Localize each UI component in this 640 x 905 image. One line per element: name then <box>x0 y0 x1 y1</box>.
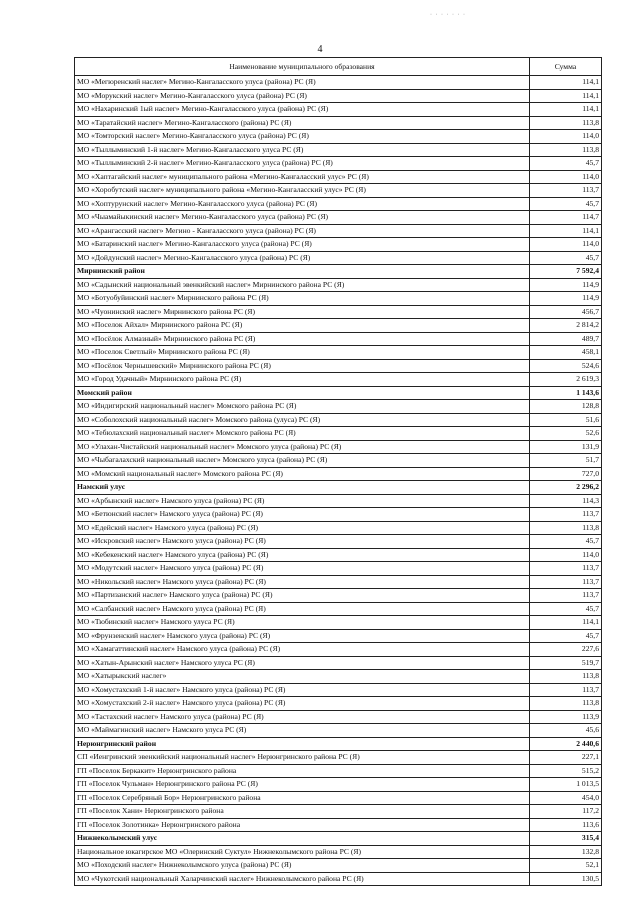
column-header-name: Наименование муниципального образования <box>75 58 530 76</box>
municipality-name: МО «Походский наслег» Нижнеколымского улуса (района) РС (Я) <box>75 859 530 873</box>
municipality-name: МО «Ботуобуйинский наслег» Мирнинского района РС (Я) <box>75 292 530 306</box>
table-row <box>75 467 602 481</box>
municipality-name: МО «Хомустахский 1-й наслег» Намского улуса (района) РС (Я) <box>75 683 530 697</box>
amount-value: 515,2 <box>530 764 602 778</box>
municipality-name: Национальное юкагирское МО «Олеринский Суктул» Нижнеколымского района РС (Я) <box>75 845 530 859</box>
amount-value: 114,0 <box>530 238 602 252</box>
municipality-name: МО «Чыамайыкинский наслег» Мегино-Кангаласского улуса (района) РС (Я) <box>75 211 530 225</box>
municipality-name: МО «Тыллыминский 1-й наслег» Мегино-Кангаласского улуса РС (Я) <box>75 143 530 157</box>
municipality-name: МО «Соболохский национальный наслег» Момского района (улуса) РС (Я) <box>75 413 530 427</box>
table-header-row <box>75 58 602 76</box>
municipality-name: МО «Искровский наслег» Намского улуса (района) РС (Я) <box>75 535 530 549</box>
table-row <box>75 562 602 576</box>
municipality-name: МО «Хоробутский наслег» муниципального района «Мегино-Кангаласский улус» РС (Я) <box>75 184 530 198</box>
municipality-name: МО «Садынский национальный эвенкийский наслег» Мирнинского района РС (Я) <box>75 278 530 292</box>
amount-value: 45,7 <box>530 197 602 211</box>
table-row <box>75 602 602 616</box>
municipality-name: ГП «Поселок Беркакит» Нерюнгринского района <box>75 764 530 778</box>
table-row <box>75 454 602 468</box>
municipality-name: Намский улус <box>75 481 530 495</box>
municipality-name: МО «Фрунзенский наслег» Намского улуса (района) РС (Я) <box>75 629 530 643</box>
table-row <box>75 494 602 508</box>
table-row <box>75 656 602 670</box>
amount-value: 130,5 <box>530 872 602 886</box>
municipality-name: МО «Хоптурунский наслег» Мегино-Кангаласского улуса (района) РС (Я) <box>75 197 530 211</box>
amount-value: 114,1 <box>530 616 602 630</box>
amount-value: 113,8 <box>530 521 602 535</box>
amount-value: 114,0 <box>530 130 602 144</box>
municipality-name: МО «Маймагинский наслег» Намского улуса РС (Я) <box>75 724 530 738</box>
table-row <box>75 130 602 144</box>
municipality-name: МО «Мегюренский наслег» Мегино-Кангаласского улуса (района) РС (Я) <box>75 76 530 90</box>
municipality-name: Нерюнгринский район <box>75 737 530 751</box>
amount-value: 113,8 <box>530 143 602 157</box>
amount-value: 454,0 <box>530 791 602 805</box>
table-row <box>75 76 602 90</box>
table-row <box>75 778 602 792</box>
amount-value: 114,9 <box>530 278 602 292</box>
table-row <box>75 764 602 778</box>
amount-value: 227,6 <box>530 643 602 657</box>
amount-value: 113,8 <box>530 670 602 684</box>
amount-value: 117,2 <box>530 805 602 819</box>
municipality-name: Мирнинский район <box>75 265 530 279</box>
table-row <box>75 697 602 711</box>
table-row <box>75 724 602 738</box>
amount-value: 113,7 <box>530 575 602 589</box>
table-row <box>75 184 602 198</box>
municipality-name: МО «Томторский наслег» Мегино-Кангаласского улуса (района) РС (Я) <box>75 130 530 144</box>
municipality-name: МО «Посёлок Чернышевский» Мирнинского района РС (Я) <box>75 359 530 373</box>
municipality-name: МО «Хатын-Арынский наслег» Намского улуса РС (Я) <box>75 656 530 670</box>
table-row <box>75 332 602 346</box>
municipality-name: МО «Тастахский наслег» Намского улуса (района) РС (Я) <box>75 710 530 724</box>
municipality-name: ГП «Поселок Серебряный Бор» Нерюнгринского района <box>75 791 530 805</box>
table-row <box>75 508 602 522</box>
page-number: 4 <box>317 44 323 55</box>
table-row <box>75 535 602 549</box>
municipality-name: МО «Хомустахский 2-й наслег» Намского улуса (района) РС (Я) <box>75 697 530 711</box>
district-row <box>75 737 602 751</box>
amount-value: 7 592,4 <box>530 265 602 279</box>
amount-value: 456,7 <box>530 305 602 319</box>
amount-value: 114,1 <box>530 103 602 117</box>
amount-value: 51,7 <box>530 454 602 468</box>
municipality-name: МО «Дойдунский наслег» Мегино-Кангаласского улуса (района) РС (Я) <box>75 251 530 265</box>
municipality-name: МО «Поселок Айхал» Мирнинского района РС (Я) <box>75 319 530 333</box>
table-row <box>75 224 602 238</box>
table-row <box>75 238 602 252</box>
amount-value: 114,3 <box>530 494 602 508</box>
district-row <box>75 386 602 400</box>
amount-value: 113,8 <box>530 116 602 130</box>
amount-value: 2 814,2 <box>530 319 602 333</box>
amount-value: 1 143,6 <box>530 386 602 400</box>
table-row <box>75 197 602 211</box>
amount-value: 52,6 <box>530 427 602 441</box>
amount-value: 489,7 <box>530 332 602 346</box>
table-row <box>75 400 602 414</box>
table-row <box>75 143 602 157</box>
table-row <box>75 521 602 535</box>
amount-value: 52,1 <box>530 859 602 873</box>
table-row <box>75 319 602 333</box>
table-row <box>75 670 602 684</box>
municipality-name: МО «Хатырыкский наслег» <box>75 670 530 684</box>
table-row <box>75 616 602 630</box>
municipality-name: МО «Арангасский наслег» Мегино - Кангаласского улуса (района) РС (Я) <box>75 224 530 238</box>
municipality-name: МО «Нахаринский 1ый наслег» Мегино-Кангаласского улуса (района) РС (Я) <box>75 103 530 117</box>
municipality-name: ГП «Поселок Чульман» Нерюнгринского района РС (Я) <box>75 778 530 792</box>
municipality-name: МО «Индигирский национальный наслег» Момского района РС (Я) <box>75 400 530 414</box>
amount-value: 128,8 <box>530 400 602 414</box>
scan-artifact: · · · · · · · <box>430 12 466 18</box>
table-row <box>75 413 602 427</box>
amount-value: 315,4 <box>530 832 602 846</box>
table-row <box>75 211 602 225</box>
amount-value: 2 440,6 <box>530 737 602 751</box>
amount-value: 227,1 <box>530 751 602 765</box>
amount-value: 45,7 <box>530 602 602 616</box>
table-row <box>75 818 602 832</box>
amount-value: 113,8 <box>530 697 602 711</box>
municipality-name: МО «Таратайский наслег» Мегино-Кангаласского (района) РС (Я) <box>75 116 530 130</box>
table-row <box>75 575 602 589</box>
amount-value: 114,0 <box>530 170 602 184</box>
table-row <box>75 359 602 373</box>
amount-value: 1 013,5 <box>530 778 602 792</box>
table-row <box>75 373 602 387</box>
amount-value: 51,6 <box>530 413 602 427</box>
amount-value: 727,0 <box>530 467 602 481</box>
municipality-name: Нижнеколымский улус <box>75 832 530 846</box>
amount-value: 45,6 <box>530 724 602 738</box>
municipality-name: СП «Иенгринский эвенкийский национальный наслег» Нерюнгринского района РС (Я) <box>75 751 530 765</box>
table-row <box>75 859 602 873</box>
table-row <box>75 751 602 765</box>
district-row <box>75 481 602 495</box>
table-row <box>75 170 602 184</box>
table-row <box>75 872 602 886</box>
table-row <box>75 805 602 819</box>
amount-value: 113,7 <box>530 508 602 522</box>
amount-value: 519,7 <box>530 656 602 670</box>
amount-value: 114,1 <box>530 89 602 103</box>
amount-value: 45,7 <box>530 535 602 549</box>
municipality-name: ГП «Поселок Золотинка» Нерюнгринского района <box>75 818 530 832</box>
municipality-name: МО «Кебекенский наслег» Намского улуса (района) РС (Я) <box>75 548 530 562</box>
amount-value: 114,9 <box>530 292 602 306</box>
municipality-name: МО «Никольский наслег» Намского улуса (района) РС (Я) <box>75 575 530 589</box>
municipality-name: ГП «Поселок Хани» Нерюнгринского района <box>75 805 530 819</box>
amount-value: 45,7 <box>530 251 602 265</box>
table-row <box>75 589 602 603</box>
municipality-name: МО «Чуонинский наслег» Мирнинского района РС (Я) <box>75 305 530 319</box>
amount-value: 114,0 <box>530 548 602 562</box>
municipality-name: МО «Арбынский наслег» Намского улуса (района) РС (Я) <box>75 494 530 508</box>
amount-value: 113,9 <box>530 710 602 724</box>
amount-value: 2 296,2 <box>530 481 602 495</box>
table-row <box>75 251 602 265</box>
table-row <box>75 683 602 697</box>
municipality-name: МО «Едейский наслег» Намского улуса (района) РС (Я) <box>75 521 530 535</box>
municipality-name: МО «Улахан-Чистайский национальный наслег» Момского улуса (района) РС (Я) <box>75 440 530 454</box>
table-row <box>75 791 602 805</box>
district-row <box>75 265 602 279</box>
municipality-name: МО «Морукский наслег» Мегино-Кангаласского улуса (района) РС (Я) <box>75 89 530 103</box>
table-row <box>75 643 602 657</box>
amount-value: 2 619,3 <box>530 373 602 387</box>
table-row <box>75 427 602 441</box>
table-row <box>75 116 602 130</box>
municipality-name: МО «Бетюнский наслег» Намского улуса (района) РС (Я) <box>75 508 530 522</box>
table-row <box>75 157 602 171</box>
table-row <box>75 292 602 306</box>
table-row <box>75 440 602 454</box>
table-row <box>75 629 602 643</box>
table-row <box>75 89 602 103</box>
municipality-name: МО «Чыбагалахский национальный наслег» Момского улуса (района) РС (Я) <box>75 454 530 468</box>
table-row <box>75 103 602 117</box>
table-body <box>75 76 602 886</box>
municipality-name: МО «Хамагаттинский наслег» Намского улуса (района) РС (Я) <box>75 643 530 657</box>
table-row <box>75 278 602 292</box>
amount-value: 114,1 <box>530 224 602 238</box>
amount-value: 524,6 <box>530 359 602 373</box>
amount-value: 132,8 <box>530 845 602 859</box>
municipality-name: МО «Хаптагайский наслег» муниципального района «Мегино-Кангаласский улус» РС (Я) <box>75 170 530 184</box>
amount-value: 114,7 <box>530 211 602 225</box>
table-row <box>75 346 602 360</box>
municipality-name: МО «Момский национальный наслег» Момского района РС (Я) <box>75 467 530 481</box>
amount-value: 114,1 <box>530 76 602 90</box>
column-header-sum: Сумма <box>530 58 602 76</box>
amount-value: 131,9 <box>530 440 602 454</box>
allocation-table <box>74 57 602 886</box>
amount-value: 113,7 <box>530 683 602 697</box>
municipality-name: Момский район <box>75 386 530 400</box>
table-row <box>75 305 602 319</box>
amount-value: 45,7 <box>530 157 602 171</box>
municipality-name: МО «Город Удачный» Мирнинского района РС (Я) <box>75 373 530 387</box>
municipality-name: МО «Тыллыминский 2-й наслег» Мегино-Кангаласского улуса (района) РС (Я) <box>75 157 530 171</box>
municipality-name: МО «Батаринский наслег» Мегино-Кангаласского улуса (района) РС (Я) <box>75 238 530 252</box>
municipality-name: МО «Тюбинский наслег» Намского улуса РС (Я) <box>75 616 530 630</box>
municipality-name: МО «Тебюлахский национальный наслег» Момского района РС (Я) <box>75 427 530 441</box>
amount-value: 113,7 <box>530 562 602 576</box>
amount-value: 113,6 <box>530 818 602 832</box>
table-row <box>75 845 602 859</box>
table-row <box>75 710 602 724</box>
municipality-name: МО «Партизанский наслег» Намского улуса (района) РС (Я) <box>75 589 530 603</box>
table-row <box>75 548 602 562</box>
municipality-name: МО «Чукотский национальный Халарчинский наслег» Нижнеколымского района РС (Я) <box>75 872 530 886</box>
municipality-name: МО «Посёлок Алмазный» Мирнинского района РС (Я) <box>75 332 530 346</box>
amount-value: 113,7 <box>530 184 602 198</box>
municipality-name: МО «Модутский наслег» Намского улуса (района) РС (Я) <box>75 562 530 576</box>
amount-value: 113,7 <box>530 589 602 603</box>
municipality-name: МО «Поселок Светлый» Мирнинского района РС (Я) <box>75 346 530 360</box>
municipality-name: МО «Салбанский наслег» Намского улуса (района) РС (Я) <box>75 602 530 616</box>
amount-value: 458,1 <box>530 346 602 360</box>
amount-value: 45,7 <box>530 629 602 643</box>
district-row <box>75 832 602 846</box>
